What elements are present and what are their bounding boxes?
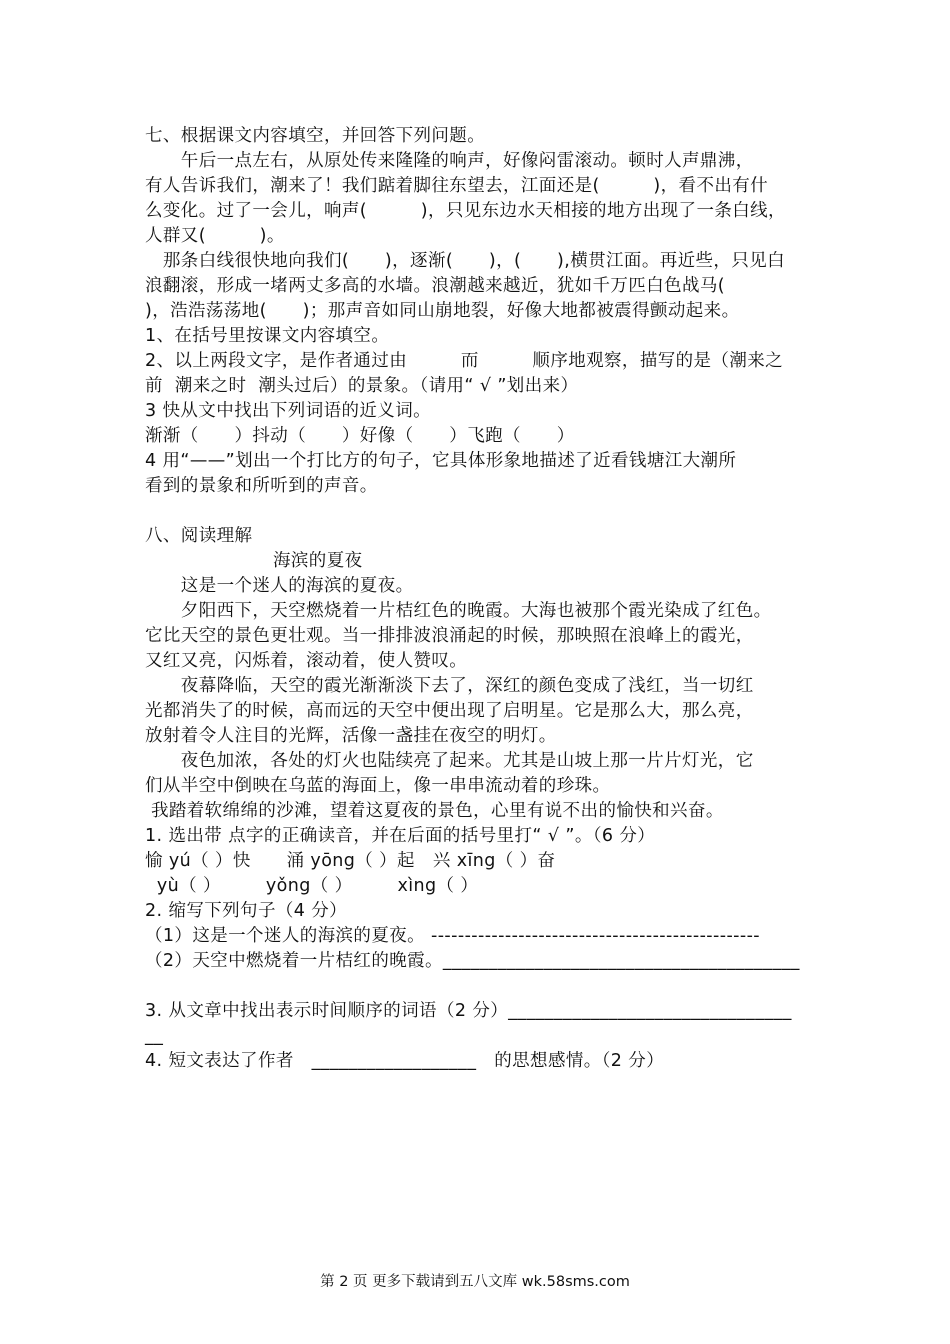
passage-line: 那条白线很快地向我们( )，逐渐( )，( ),横贯江面。再近些，只见白	[145, 251, 786, 271]
question-line: 1、在括号里按课文内容填空。	[145, 326, 390, 346]
article-title: 海滨的夏夜	[273, 551, 363, 571]
passage-line: 浪翻滚，形成一堵两丈多高的水墙。浪潮越来越近，犹如千万匹白色战马(	[145, 276, 726, 296]
question-line: 3 快从文中找出下列词语的近义词。	[145, 401, 431, 421]
question-line: （1）这是一个迷人的海滨的夏夜。 -------------------------------------------------	[145, 926, 761, 946]
article-line: 夜色加浓，各处的灯火也陆续亮了起来。尤其是山坡上那一片片灯光，它	[145, 751, 754, 771]
article-line: 夕阳西下，天空燃烧着一片桔红色的晚霞。大海也被那个霞光染成了红色。	[145, 601, 772, 621]
question-line: 2. 缩写下列句子（4 分）	[145, 901, 348, 921]
question-line: 渐渐（ ）抖动（ ）好像（ ）飞跑（ ）	[145, 426, 575, 446]
question-line: yù（ ） yǒng（ ） xìng（ ）	[145, 876, 479, 896]
question-line: 4. 短文表达了作者 __________________ 的思想感情。（2 分）	[145, 1051, 665, 1071]
passage-line: 么变化。过了一会儿，响声( )，只见东边水天相接的地方出现了一条白线，	[145, 201, 786, 221]
question-line: 3. 从文章中找出表示时间顺序的词语（2 分）_______________________________	[145, 1001, 792, 1021]
question-line: 1. 选出带 点字的正确读音，并在后面的括号里打“ √ ”。（6 分）	[145, 826, 656, 846]
article-line: 放射着令人注目的光辉，活像一盏挂在夜空的明灯。	[145, 726, 557, 746]
page-footer: 第 2 页 更多下载请到五八文库 wk.58sms.com	[320, 1274, 630, 1290]
article-line: 夜幕降临，天空的霞光渐渐淡下去了，深红的颜色变成了浅红，当一切红	[145, 676, 754, 696]
question-line: 4 用“——”划出一个打比方的句子，它具体形象地描述了近看钱塘江大潮所	[145, 451, 737, 471]
section-heading: 七、根据课文内容填空，并回答下列问题。	[145, 126, 486, 146]
article-line: 它比天空的景色更壮观。当一排排波浪涌起的时候，那映照在浪峰上的霞光，	[145, 626, 754, 646]
question-line: 2、以上两段文字，是作者通过由 而 顺序地观察，描写的是（潮来之	[145, 351, 784, 371]
article-line: 这是一个迷人的海滨的夏夜。	[145, 576, 414, 596]
passage-line: )，浩浩荡荡地( )；那声音如同山崩地裂，好像大地都被震得颤动起来。	[145, 301, 740, 321]
article-line: 们从半空中倒映在乌蓝的海面上，像一串串流动着的珍珠。	[145, 776, 611, 796]
article-line: 光都消失了的时候，高而远的天空中便出现了启明星。它是那么大，那么亮，	[145, 701, 754, 721]
article-line: 又红又亮，闪烁着，滚动着，使人赞叹。	[145, 651, 468, 671]
passage-line: 人群又( )。	[145, 226, 285, 246]
question-line: __	[145, 1026, 164, 1046]
question-line: 前 潮来之时 潮头过后）的景象。（请用“ √ ”划出来）	[145, 376, 579, 396]
section-heading: 八、阅读理解	[145, 526, 253, 546]
question-line: 愉 yú（ ）快 涌 yōng（ ）起 兴 xīng（ ）奋	[145, 851, 556, 871]
question-line: 看到的景象和所听到的声音。	[145, 476, 378, 496]
passage-line: 有人告诉我们，潮来了！我们踮着脚往东望去，江面还是( )，看不出有什	[145, 176, 769, 196]
article-line: 我踏着软绵绵的沙滩，望着这夏夜的景色，心里有说不出的愉快和兴奋。	[145, 801, 724, 821]
passage-line: 午后一点左右，从原处传来隆隆的响声，好像闷雷滚动。顿时人声鼎沸，	[145, 151, 754, 171]
question-line: （2）天空中燃烧着一片桔红的晚霞。_______________________________________	[145, 951, 800, 971]
